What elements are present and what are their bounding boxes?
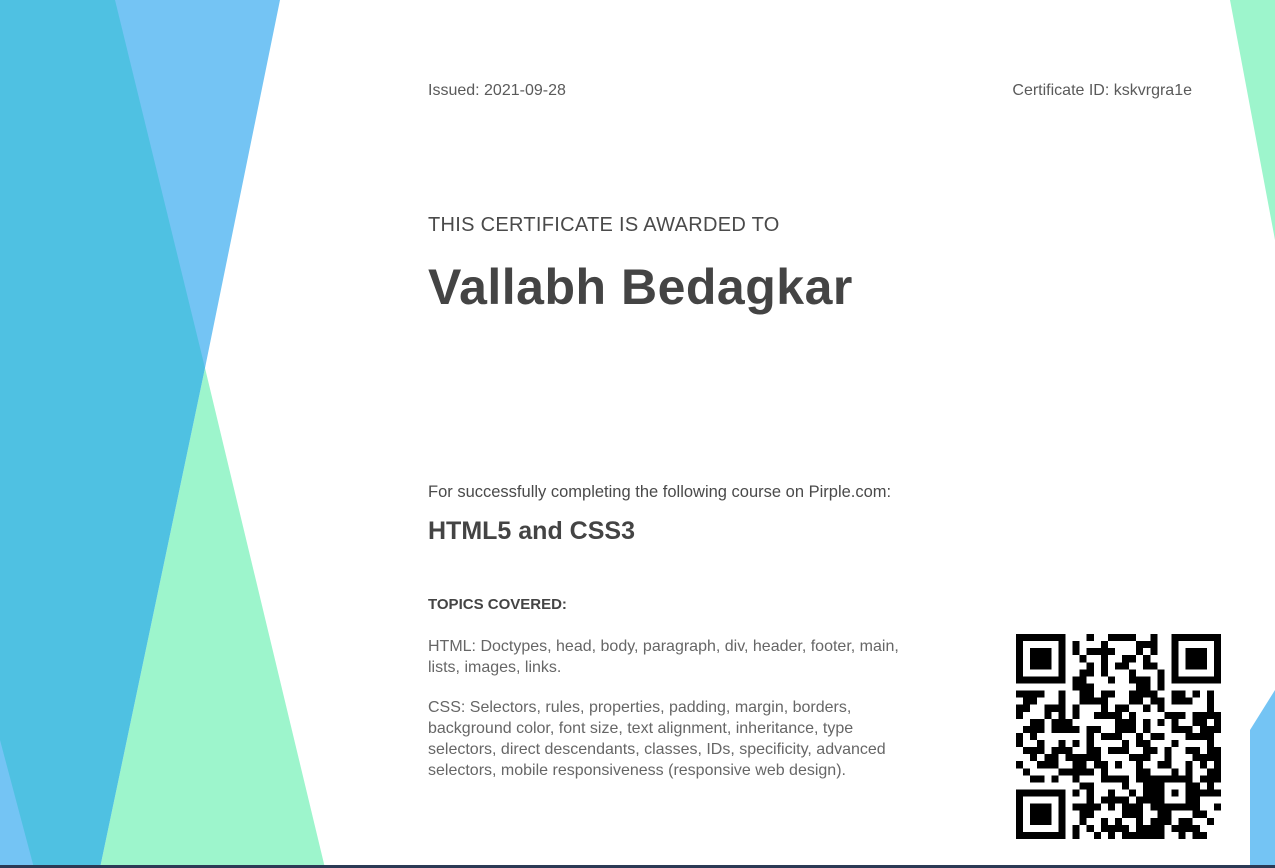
- recipient-name: Vallabh Bedagkar: [428, 259, 853, 315]
- topics-heading: TOPICS COVERED:: [428, 596, 567, 613]
- qr-code-icon: [1016, 634, 1221, 839]
- issued-date: Issued: 2021-09-28: [428, 82, 566, 99]
- certificate-id: Certificate ID: kskvrgra1e: [1012, 82, 1192, 99]
- right-mint-shape: [1230, 0, 1275, 240]
- awarded-to-label: THIS CERTIFICATE IS AWARDED TO: [428, 214, 780, 236]
- topic-html: HTML: Doctypes, head, body, paragraph, div, header, footer, main, lists, images, links.: [428, 638, 899, 676]
- right-blue-shape: [1250, 690, 1275, 868]
- topic-css: CSS: Selectors, rules, properties, padding, margin, borders, background color, font size, text alignment, inheritance, type selectors, direct descendants, classes, IDs, specificity, advanced selectors, mobile responsiveness (responsive web design).: [428, 699, 886, 779]
- completion-text: For successfully completing the following course on Pirple.com:: [428, 483, 892, 501]
- course-name: HTML5 and CSS3: [428, 517, 635, 545]
